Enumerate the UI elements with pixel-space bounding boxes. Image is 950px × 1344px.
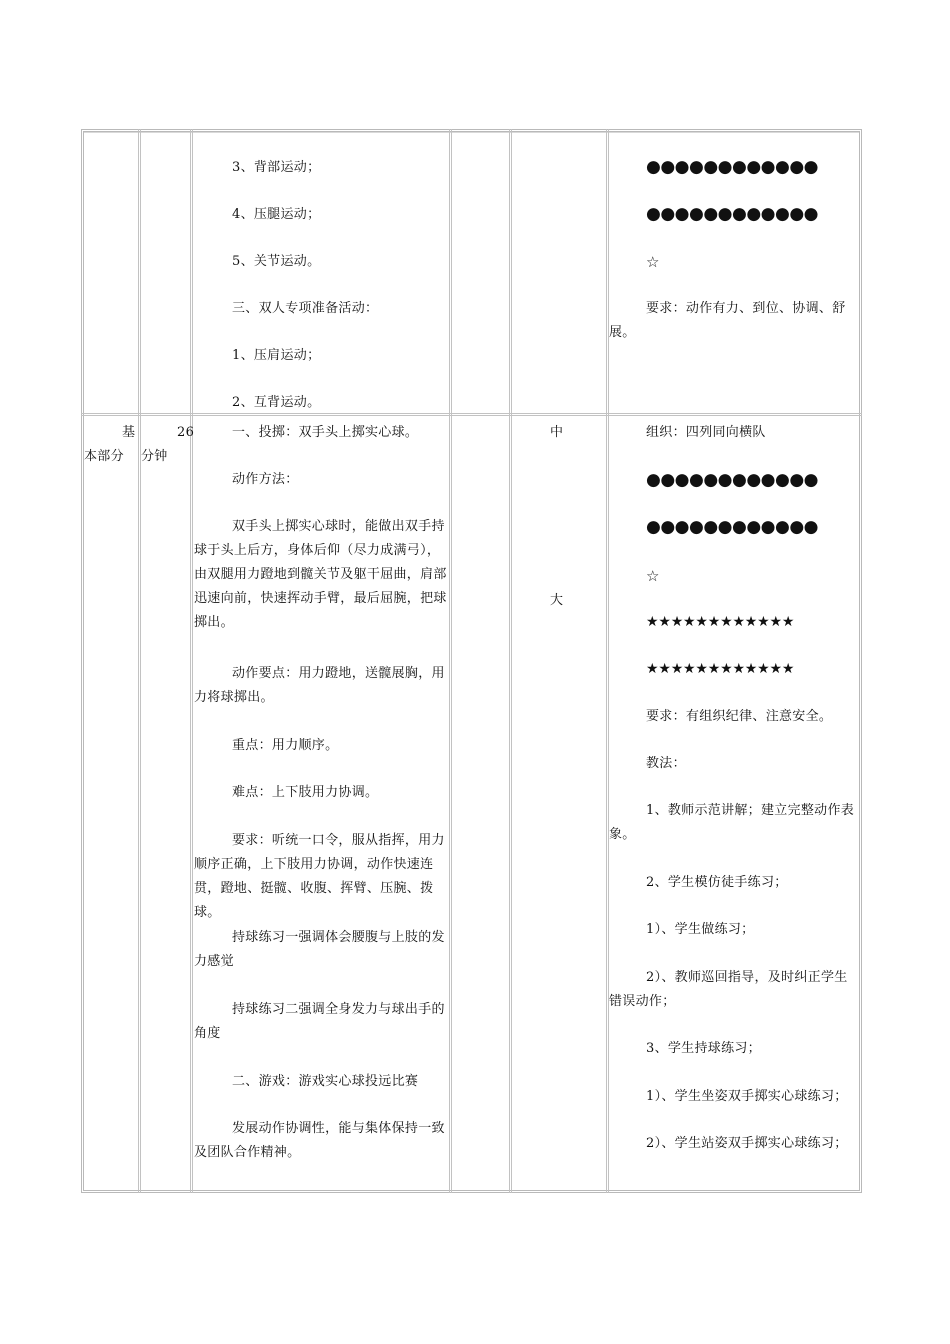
time-number: 26 — [177, 425, 195, 440]
content-heading: 一、投掷：双手头上掷实心球。 — [232, 425, 419, 440]
organization-line: 错误动作； — [609, 994, 676, 1009]
column-divider-extra — [509, 129, 512, 1193]
organization-line: 2、学生模仿徒手练习； — [646, 875, 788, 890]
formation-dots-row: ●●●●●●●●●●●● — [646, 470, 819, 490]
organization-line: 2）、学生站姿双手掷实心球练习； — [646, 1136, 848, 1151]
content-key-point: 重点：用力顺序。 — [232, 738, 339, 753]
part-label-line2: 本部分 — [84, 449, 124, 464]
content-subheading: 动作方法： — [232, 472, 299, 487]
row1-content-line: 5、关节运动。 — [232, 254, 321, 269]
part-label-line1: 基 — [122, 425, 136, 440]
content-paragraph: 持球练习一强调体会腰腹与上肢的发力感觉 — [194, 930, 445, 969]
row1-requirement-line1: 要求：动作有力、到位、协调、舒 — [646, 301, 846, 316]
content-paragraph: 要求：听统一口令，服从指挥，用力顺序正确，上下肢用力协调，动作快速连贯，蹬地、挺髋、收腹、挥臂、压腕、拨球。 — [194, 833, 445, 920]
row1-content-line: 4、压腿运动； — [232, 207, 321, 222]
organization-line: 2）、教师巡回指导，及时纠正学生 — [646, 970, 848, 985]
time-unit: 分钟 — [141, 449, 168, 464]
content-difficulty: 难点：上下肢用力协调。 — [232, 785, 379, 800]
column-divider-time — [190, 129, 193, 1193]
organization-line: 教法： — [646, 756, 686, 771]
organization-line: 1）、学生坐姿双手掷实心球练习； — [646, 1089, 848, 1104]
formation-dots-row: ●●●●●●●●●●●● — [646, 204, 819, 224]
row1-requirement-line2: 展。 — [609, 325, 636, 340]
row-divider — [81, 413, 862, 416]
organization-line: 象。 — [609, 827, 636, 842]
table-top-band — [84, 132, 859, 133]
formation-stars-row: ★★★★★★★★★★★★ — [646, 614, 795, 630]
content-paragraph: 双手头上掷实心球时，能做出双手持球于头上后方，身体后仰（尽力成满弓），由双腿用力蹬地到髋关节及躯干屈曲，肩部迅速向前，快速挥动手臂，最后屈腕，把球掷出。 — [194, 519, 447, 630]
column-divider-part — [138, 129, 141, 1193]
column-divider-intensity — [606, 129, 609, 1193]
teacher-star-icon: ☆ — [646, 253, 660, 271]
formation-stars-row: ★★★★★★★★★★★★ — [646, 661, 795, 677]
content-heading: 二、游戏：游戏实心球投远比赛 — [232, 1074, 419, 1089]
content-paragraph: 持球练习二强调全身发力与球出手的角度 — [194, 1002, 445, 1041]
intensity-label: 中 — [550, 425, 564, 440]
content-paragraph: 动作要点：用力蹬地，送髋展胸，用力将球掷出。 — [194, 666, 445, 705]
formation-dots-row: ●●●●●●●●●●●● — [646, 517, 819, 537]
organization-line: 1）、学生做练习； — [646, 922, 755, 937]
organization-line: 组织：四列同向横队 — [646, 425, 766, 440]
row1-content-line: 2、互背运动。 — [232, 395, 321, 410]
formation-dots-row: ●●●●●●●●●●●● — [646, 157, 819, 177]
organization-line: 要求：有组织纪律、注意安全。 — [646, 709, 833, 724]
intensity-label: 大 — [550, 593, 564, 608]
content-paragraph: 发展动作协调性，能与集体保持一致及团队合作精神。 — [194, 1121, 445, 1160]
teacher-star-icon: ☆ — [646, 567, 660, 585]
row1-content-line: 1、压肩运动； — [232, 348, 321, 363]
organization-line: 3、学生持球练习； — [646, 1041, 761, 1056]
column-divider-content — [449, 129, 452, 1193]
row1-content-line: 3、背部运动； — [232, 160, 321, 175]
organization-line: 1、教师示范讲解；建立完整动作表 — [646, 803, 855, 818]
row1-content-line: 三、双人专项准备活动： — [232, 301, 379, 316]
